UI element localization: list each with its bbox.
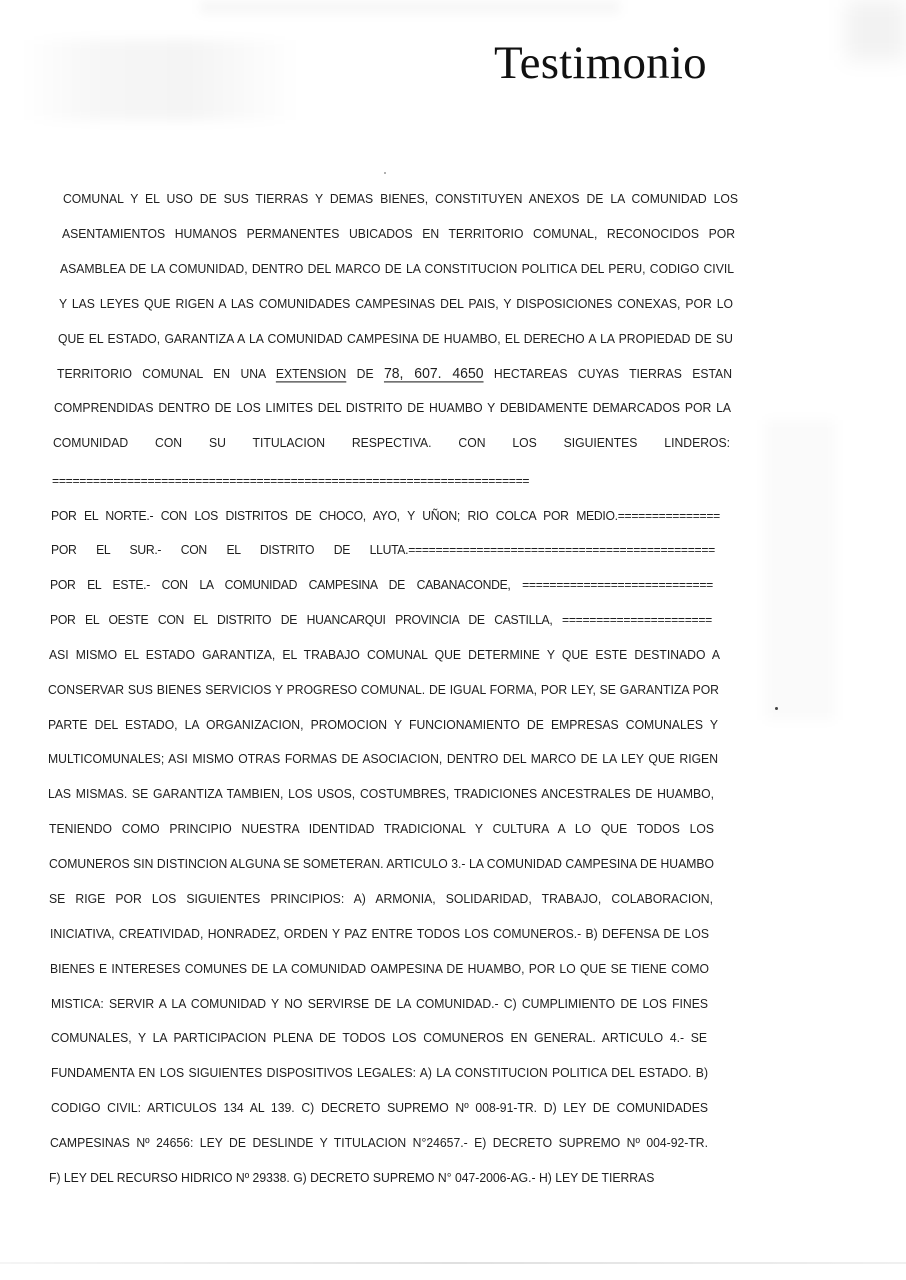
text-line: SE RIGE POR LOS SIGUIENTES PRINCIPIOS: A) ARMONIA, SOLIDARIDAD, TRABAJO, COLABORACION, (49, 891, 713, 907)
text-line-extension (57, 366, 732, 382)
text-line: PARTE DEL ESTADO, LA ORGANIZACION, PROMOCION Y FUNCIONAMIENTO DE EMPRESAS COMUNALES Y (48, 717, 718, 733)
text-line: QUE EL ESTADO, GARANTIZA A LA COMUNIDAD CAMPESINA DE HUAMBO, EL DERECHO A LA PROPIEDAD DE SU (58, 331, 733, 347)
text-segment: HECTAREAS CUYAS TIERRAS ESTAN (483, 366, 732, 382)
text-line: CAMPESINAS Nº 24656: LEY DE DESLINDE Y TITULACION N°24657.- E) DECRETO SUPREMO Nº 004-92-TR. (50, 1135, 708, 1151)
text-line: ASENTAMIENTOS HUMANOS PERMANENTES UBICADOS EN TERRITORIO COMUNAL, RECONOCIDOS POR (62, 226, 735, 242)
text-line: ASI MISMO EL ESTADO GARANTIZA, EL TRABAJO COMUNAL QUE DETERMINE Y QUE ESTE DESTINADO A (49, 647, 720, 663)
scan-bleed-right (765, 420, 835, 720)
text-line: CODIGO CIVIL: ARTICULOS 134 AL 139. C) DECRETO SUPREMO Nº 008-91-TR. D) LEY DE COMUNIDADES (51, 1100, 708, 1116)
text-line: FUNDAMENTA EN LOS SIGUIENTES DISPOSITIVOS LEGALES: A) LA CONSTITUCION POLITICA DEL ESTADO. B) (51, 1065, 708, 1081)
scan-speck (775, 707, 778, 710)
text-line: Y LAS LEYES QUE RIGEN A LAS COMUNIDADES CAMPESINAS DEL PAIS, Y DISPOSICIONES CONEXAS, POR LO (59, 296, 733, 312)
text-line: COMPRENDIDAS DENTRO DE LOS LIMITES DEL DISTRITO DE HUAMBO Y DEBIDAMENTE DEMARCADOS POR LA (54, 400, 731, 416)
underlined-area-value: 78, 607. 4650 (383, 364, 484, 382)
text-segment: TERRITORIO COMUNAL EN UNA (57, 366, 276, 382)
text-line: COMUNIDAD CON SU TITULACION RESPECTIVA. CON LOS SIGUIENTES LINDEROS: (53, 435, 730, 451)
text-line: TENIENDO COMO PRINCIPIO NUESTRA IDENTIDAD TRADICIONAL Y CULTURA A LO QUE TODOS LOS (49, 821, 714, 837)
scan-shadow-corner (846, 0, 906, 60)
text-line: LAS MISMAS. SE GARANTIZA TAMBIEN, LOS USOS, COSTUMBRES, TRADICIONES ANCESTRALES DE HUAMBO, (48, 786, 714, 802)
boundary-north: POR EL NORTE.- CON LOS DISTRITOS DE CHOCO, AYO, Y UÑON; RIO COLCA POR MEDIO.=============== (51, 508, 720, 524)
scan-bleed-title (20, 40, 300, 120)
scan-speck (384, 172, 386, 174)
text-line: MULTICOMUNALES; ASI MISMO OTRAS FORMAS DE ASOCIACION, DENTRO DEL MARCO DE LA LEY QUE RIGEN (48, 751, 718, 767)
boundary-south: POR EL SUR.- CON EL DISTRITO DE LLUTA.============================================= (51, 542, 715, 558)
text-line: MISTICA: SERVIR A LA COMUNIDAD Y NO SERVIRSE DE LA COMUNIDAD.- C) CUMPLIMIENTO DE LOS FINES (51, 996, 708, 1012)
text-line: COMUNEROS SIN DISTINCION ALGUNA SE SOMETERAN. ARTICULO 3.- LA COMUNIDAD CAMPESINA DE HUAMBO (49, 856, 714, 872)
scan-bleed-top (200, 0, 620, 14)
text-line: ASAMBLEA DE LA COMUNIDAD, DENTRO DEL MARCO DE LA CONSTITUCION POLITICA DEL PERU, CODIGO CIVIL (60, 261, 734, 277)
text-line: BIENES E INTERESES COMUNES DE LA COMUNIDAD OAMPESINA DE HUAMBO, POR LO QUE SE TIENE COMO (50, 961, 709, 977)
text-line: COMUNAL Y EL USO DE SUS TIERRAS Y DEMAS BIENES, CONSTITUYEN ANEXOS DE LA COMUNIDAD LOS (63, 191, 738, 207)
separator-line: ====================================================================== (52, 473, 530, 489)
boundary-east: POR EL ESTE.- CON LA COMUNIDAD CAMPESINA DE CABANACONDE, ============================ (50, 577, 713, 593)
boundary-west: POR EL OESTE CON EL DISTRITO DE HUANCARQUI PROVINCIA DE CASTILLA, ====================== (50, 612, 712, 628)
page-bottom-edge (0, 1262, 906, 1264)
text-line: COMUNALES, Y LA PARTICIPACION PLENA DE TODOS LOS COMUNEROS EN GENERAL. ARTICULO 4.- SE (51, 1030, 707, 1046)
page-title: Testimonio (494, 37, 707, 89)
underlined-word-extension: EXTENSION (275, 366, 347, 382)
text-segment: DE (346, 366, 384, 382)
text-line: F) LEY DEL RECURSO HIDRICO Nº 29338. G) DECRETO SUPREMO N° 047-2006-AG.- H) LEY DE TIERRAS (49, 1170, 655, 1186)
text-line: CONSERVAR SUS BIENES SERVICIOS Y PROGRESO COMUNAL. DE IGUAL FORMA, POR LEY, SE GARANTIZA POR (48, 682, 719, 698)
text-line: INICIATIVA, CREATIVIDAD, HONRADEZ, ORDEN Y PAZ ENTRE TODOS LOS COMUNEROS.- B) DEFENSA DE LOS (50, 926, 709, 942)
